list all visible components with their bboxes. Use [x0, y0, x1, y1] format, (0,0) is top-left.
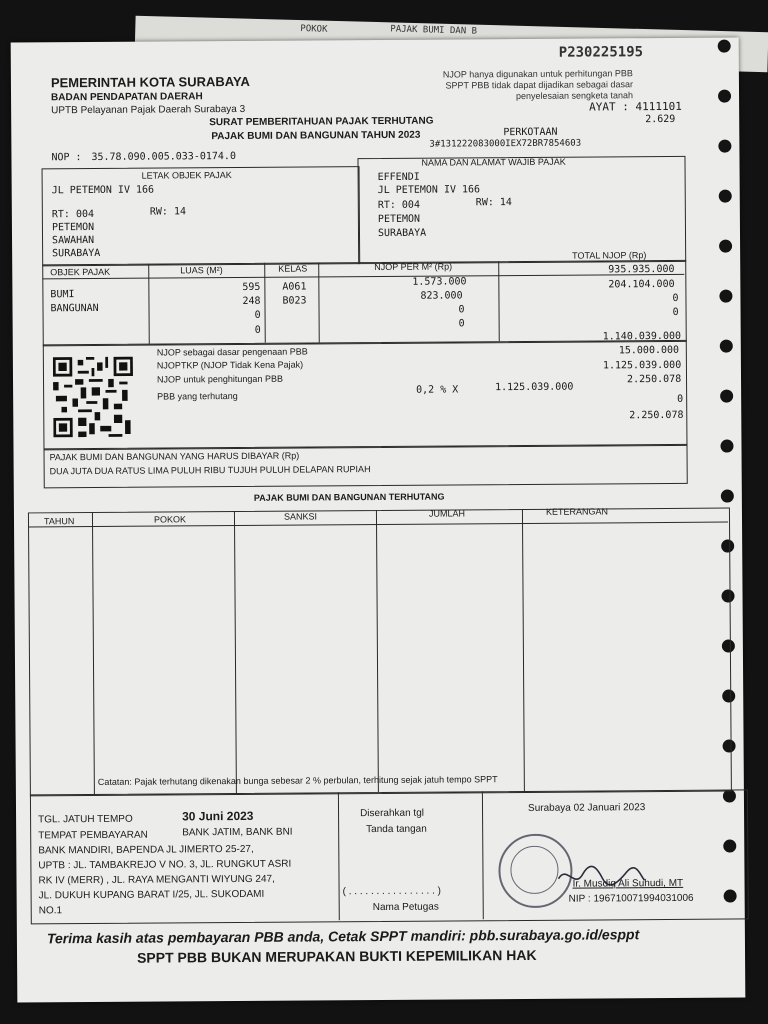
calc-value-njop: 1.140.039.000: [602, 330, 682, 343]
small-code: 2.629: [645, 113, 676, 126]
arrears-title: PAJAK BUMI DAN BANGUNAN TERHUTANG: [253, 491, 445, 503]
calc-base: 1.125.039.000: [495, 381, 574, 394]
arrears-table: [28, 508, 732, 797]
col-kelas-header: KELAS: [278, 263, 308, 274]
calc-label-njop-hitung: NJOP untuk penghitungan PBB: [156, 373, 283, 385]
calc-label-pbb: PBB yang terhutang: [157, 390, 238, 402]
calc-value-njoptkp: 15.000.000: [618, 344, 680, 357]
object-heading: LETAK OBJEK PAJAK: [141, 170, 232, 181]
calc-value-pbb: 2.250.078: [626, 373, 682, 386]
object-rw: RW: 14: [149, 206, 187, 218]
doc-title-1: SURAT PEMBERITAHUAN PAJAK TERHUTANG: [209, 115, 434, 129]
calc-label-njop: NJOP sebagai dasar pengenaan PBB: [156, 346, 308, 358]
agency-name: BADAN PENDAPATAN DAERAH: [51, 91, 203, 104]
payment-place-line: BANK MANDIRI, BAPENDA JL JIMERTO 25-27,: [38, 843, 254, 857]
back-sheet-text-left: POKOK: [300, 24, 328, 35]
njop-notice: NJOP hanya digunakan untuk perhitungan PBB SPPT PBB tidak dapat dijadikan sebagai dasar penyelesaian sengketa tanah: [442, 68, 634, 102]
thanks-message: Terima kasih atas pembayaran PBB anda, Cetak SPPT mandiri: pbb.surabaya.go.id/esppt: [46, 926, 640, 947]
payment-place-line: UPTB : JL. TAMBAKREJO V NO. 3, JL. RUNGKUT ASRI: [38, 858, 292, 872]
calc-label-njoptkp: NJOPTKP (NJOP Tidak Kena Pajak): [156, 359, 304, 371]
arrears-note: Catatan: Pajak terhutang dikenakan bunga sebesar 2 % perbulan, terhitung sejak jatuh tempo SPPT: [97, 774, 498, 787]
officer-dots: ( . . . . . . . . . . . . . . . . ): [342, 885, 441, 898]
payment-place-label: TEMPAT PEMBAYARAN: [38, 829, 148, 842]
handed-label: Diserahkan tgl: [360, 807, 425, 820]
table-row: 0 0 0: [254, 292, 679, 321]
col-tahun-header: TAHUN: [43, 516, 75, 527]
njop-table: [42, 260, 687, 346]
payment-place-line: NO.1: [38, 905, 63, 917]
barcode-text: 3#131222083000IEX72BR7854603: [429, 138, 582, 150]
col-luas-header: LUAS (M²): [180, 265, 223, 276]
official-nip: NIP : 196710071994031006: [568, 892, 694, 905]
payment-place-line: BANK JATIM, BANK BNI: [182, 826, 293, 839]
object-kelurahan: PETEMON: [51, 221, 95, 234]
officer-label: Nama Petugas: [372, 901, 439, 914]
table-row: BANGUNAN 248 B023 823.000 204.104.000: [50, 278, 675, 315]
calc-value-total: 2.250.078: [629, 409, 684, 422]
due-label: TGL. JATUH TEMPO: [38, 813, 133, 826]
government-name: PEMERINTAH KOTA SURABAYA: [50, 73, 250, 91]
taxpayer-kota: SURABAYA: [377, 227, 427, 239]
calc-rate: 0,2 % X: [416, 384, 459, 396]
nop-value: 35.78.090.005.033-0174.0: [91, 150, 236, 163]
ownership-disclaimer: SPPT PBB BUKAN MERUPAKAN BUKTI KEPEMILIKAN HAK: [136, 946, 537, 966]
calculation-box: [43, 340, 688, 450]
calc-value-zero: 0: [677, 393, 684, 405]
taxpayer-rt: RT: 004: [377, 199, 420, 211]
nop-label: NOP :: [51, 152, 82, 164]
col-keterangan-header: KETERANGAN: [545, 506, 608, 517]
col-pokok-header: POKOK: [153, 514, 187, 525]
payment-place-line: JL. DUKUH KUPANG BARAT I/25, JL. SUKODAMI: [38, 888, 265, 902]
col-objek-header: OBJEK PAJAK: [50, 266, 111, 278]
document-number: P230225195: [558, 44, 644, 61]
table-row: BUMI 595 A061 1.573.000 935.935.000: [50, 263, 675, 301]
signature-label: Tanda tangan: [366, 823, 427, 836]
taxpayer-name: EFFENDI: [377, 171, 420, 183]
taxpayer-heading: NAMA DAN ALAMAT WAJIB PAJAK: [421, 156, 566, 168]
col-njop-m2-header: NJOP PER M² (Rp): [374, 261, 453, 273]
payable-words: DUA JUTA DUA RATUS LIMA PULUH RIBU TUJUH PULUH DELAPAN RUPIAH: [49, 464, 371, 477]
object-address: JL PETEMON IV 166: [51, 184, 155, 197]
region-label: PERKOTAAN: [503, 126, 558, 139]
payable-heading: PAJAK BUMI DAN BANGUNAN YANG HARUS DIBAYAR (Rp): [49, 450, 300, 463]
object-kota: SURABAYA: [52, 247, 101, 260]
col-total-header: TOTAL NJOP (Rp): [572, 250, 647, 261]
sppt-document: [11, 37, 746, 1002]
doc-title-2: PAJAK BUMI DAN BANGUNAN TAHUN 2023: [211, 129, 421, 143]
table-row: 0 0 0: [254, 306, 679, 336]
object-rt: RT: 004: [51, 208, 95, 221]
city-date: Surabaya 02 Januari 2023: [527, 802, 646, 814]
back-sheet-text-right: PAJAK BUMI DAN B: [390, 24, 478, 37]
ayat-code: AYAT : 4111101: [589, 99, 682, 114]
taxpayer-kelurahan: PETEMON: [377, 213, 421, 225]
payment-place-line: RK IV (MERR) , JL. RAYA MENGANTI WIYUNG 247,: [38, 873, 275, 887]
due-date: 30 Juni 2023: [182, 808, 254, 824]
taxpayer-rw: RW: 14: [475, 197, 512, 209]
unit-name: UPTB Pelayanan Pajak Daerah Surabaya 3: [51, 103, 246, 117]
taxpayer-address: JL PETEMON IV 166: [377, 184, 481, 196]
col-sanksi-header: SANKSI: [283, 511, 318, 522]
calc-value-njop-hitung: 1.125.039.000: [602, 359, 682, 372]
object-kecamatan: SAWAHAN: [52, 234, 95, 247]
col-jumlah-header: JUMLAH: [428, 508, 466, 519]
qr-code: [53, 354, 134, 441]
official-name: Ir. Musdiq Ali Suhudi, MT: [572, 877, 684, 890]
